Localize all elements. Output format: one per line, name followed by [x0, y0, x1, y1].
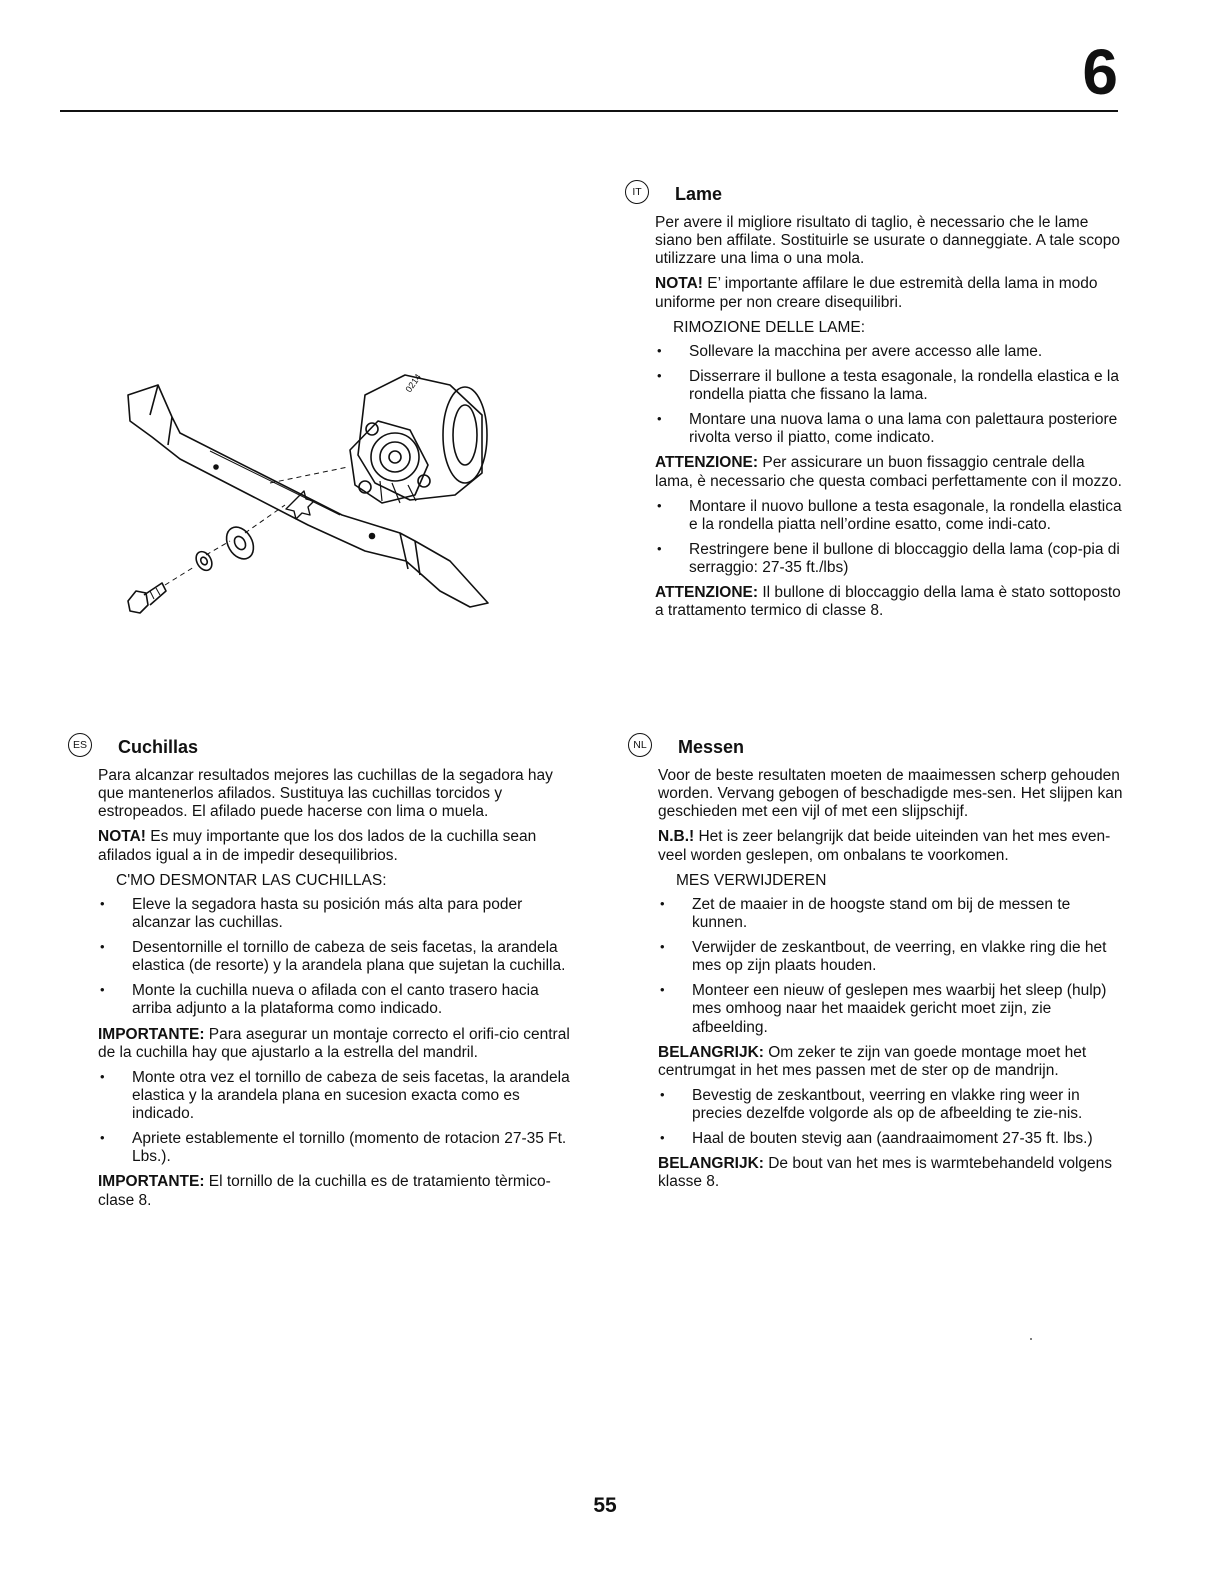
section-header — [633, 735, 1126, 761]
steps-list — [98, 1069, 578, 1167]
list-item: • Sollevare la macchina per avere accesso alle lame. — [655, 343, 1125, 361]
warning-paragraph — [98, 1173, 578, 1209]
warning-label: BELANGRIJK: — [658, 1043, 764, 1061]
subheading: RIMOZIONE DELLE LAME: — [673, 318, 866, 336]
intro-paragraph: Voor de beste resultaten moeten de maaimessen scherp gehouden worden. Vervang gebogen of beschadigde mes-sen. Het slijpen kan geschieden met een vijl of met een slijpschijf. — [658, 767, 1123, 821]
warning-text: El tornillo de la cuchilla es de tratamiento tèrmico-clase 8. — [98, 1173, 551, 1209]
note-text: Es muy importante que los dos lados de la cuchilla sean afilados igual a in de impedir desequilibrios. — [98, 828, 537, 864]
list-item: • Eleve la segadora hasta su posición más alta para poder alcanzar las cuchillas. — [98, 896, 578, 932]
blade-assembly-illustration — [110, 355, 490, 625]
language-badge-nl: NL — [628, 733, 652, 757]
note-text: E’ importante affilare le due estremità della lama in modo uniforme per non creare disequilibri. — [655, 275, 1098, 311]
subheading: MES VERWIJDEREN — [676, 871, 827, 889]
warning-paragraph — [655, 584, 1125, 620]
list-item: • Zet de maaier in de hoogste stand om bij de messen te kunnen. — [658, 896, 1126, 932]
warning-label: ATTENZIONE: — [655, 584, 759, 602]
steps-list — [655, 343, 1125, 448]
steps-list — [655, 498, 1125, 578]
language-badge-es: ES — [68, 733, 92, 757]
warning-text: Per assicurare un buon fissaggio centrale della lama, è necessario che questa combaci perfettamente con il mozzo. — [655, 454, 1122, 490]
section-title: Cuchillas — [118, 737, 199, 757]
warning-text: Para asegurar un montaje correcto el orifi-cio central de la cuchilla hay que ajustarlo a la estrella del mandril. — [98, 1025, 570, 1061]
steps-list — [658, 1087, 1126, 1148]
warning-label: BELANGRIJK: — [658, 1155, 764, 1173]
list-item: • Montare una nuova lama o una lama con palettaura posteriore rivolta verso il piatto, come indicato. — [655, 411, 1125, 447]
note-label: NOTA! — [655, 275, 703, 293]
steps-list — [98, 896, 578, 1019]
warning-label: IMPORTANTE: — [98, 1173, 205, 1191]
flat-washer — [221, 522, 259, 563]
steps-list — [658, 896, 1126, 1037]
list-item: • Desentornille el tornillo de cabeza de seis facetas, la arandela elastica (de resorte) y la arandela plana que sujetan la cuchilla. — [98, 939, 578, 975]
section-italian — [632, 182, 1125, 627]
warning-paragraph — [658, 1044, 1126, 1080]
hub-part-label: 0214 — [403, 372, 424, 395]
list-item: • Haal de bouten stevig aan (aandraaimoment 27-35 ft. lbs.) — [658, 1130, 1126, 1148]
note-paragraph — [655, 275, 1125, 311]
list-item: • Monte otra vez el tornillo de cabeza de seis facetas, la arandela elastica y la arandela plana en sucesion exacta como es indicado. — [98, 1069, 578, 1123]
blade-shape — [128, 385, 488, 607]
subheading: C'MO DESMONTAR LAS CUCHILLAS: — [116, 871, 387, 889]
hex-bolt — [128, 583, 166, 613]
warning-paragraph — [98, 1026, 578, 1062]
section-header — [72, 735, 578, 761]
note-paragraph — [658, 828, 1126, 864]
header-rule — [60, 110, 1118, 112]
note-text: Het is zeer belangrijk dat beide uiteinden van het mes even-veel worden geslepen, om onbalans te voorkomen. — [658, 828, 1111, 864]
list-item: • Monteer een nieuw of geslepen mes waarbij het sleep (hulp) mes omhoog naar het maaidek gericht moet zijn, zie afbeelding. — [658, 982, 1126, 1036]
intro-paragraph: Para alcanzar resultados mejores las cuchillas de la segadora hay que mantenerlos afilados. Sustituya las cuchillas torcidos y estropeados. El afilado puede hacerse con lima o muela. — [98, 767, 553, 821]
warning-paragraph — [658, 1155, 1126, 1191]
list-item: • Verwijder de zeskantbout, de veerring, en vlakke ring die het mes op zijn plaats houden. — [658, 939, 1126, 975]
list-item: • Disserrare il bullone a testa esagonale, la rondella elastica e la rondella piatta che fissano la lama. — [655, 368, 1125, 404]
list-item: • Monte la cuchilla nueva o afilada con el canto trasero hacia arriba adjunto a la plataforma como indicado. — [98, 982, 578, 1018]
spring-washer — [193, 549, 215, 573]
warning-paragraph — [655, 454, 1125, 490]
note-label: NOTA! — [98, 828, 146, 846]
warning-text: Om zeker te zijn van goede montage moet het centrumgat in het mes passen met de ster op de mandrijn. — [658, 1043, 1087, 1079]
scan-speck — [1030, 1338, 1032, 1340]
list-item: • Apriete establemente el tornillo (momento de rotacion 27-35 Ft. Lbs.). — [98, 1130, 578, 1166]
warning-label: IMPORTANTE: — [98, 1025, 205, 1043]
section-title: Messen — [678, 737, 745, 757]
list-item: • Bevestig de zeskantbout, veerring en vlakke ring weer in precies dezelfde volgorde als op de afbeelding te zie-nis. — [658, 1087, 1126, 1123]
blade-star-hole — [286, 491, 314, 519]
page-number: 55 — [593, 1494, 617, 1517]
spindle-hub — [350, 372, 487, 503]
section-dutch — [633, 735, 1126, 1199]
section-title: Lame — [675, 184, 723, 204]
section-spanish — [72, 735, 578, 1217]
list-item: • Montare il nuovo bullone a testa esagonale, la rondella elastica e la rondella piatta nell’ordine esatto, come indi-cato. — [655, 498, 1125, 534]
warning-label: ATTENZIONE: — [655, 454, 759, 472]
warning-text: De bout van het mes is warmtebehandeld volgens klasse 8. — [658, 1155, 1113, 1191]
note-label: N.B.! — [658, 828, 695, 846]
intro-paragraph: Per avere il migliore risultato di taglio, è necessario che le lame siano ben affilate. Sostituirle se usurate o danneggiate. A tale scopo utilizzare una lima o una mola. — [655, 214, 1121, 268]
note-paragraph — [98, 828, 578, 864]
section-header — [632, 182, 1125, 208]
list-item: • Restringere bene il bullone di bloccaggio della lama (cop-pia di serraggio: 27-35 ft./lbs) — [655, 541, 1125, 577]
language-badge-it: IT — [625, 180, 649, 204]
chapter-number: 6 — [1082, 36, 1118, 108]
warning-text: Il bullone di bloccaggio della lama è stato sottoposto a trattamento termico di classe 8. — [655, 584, 1121, 620]
